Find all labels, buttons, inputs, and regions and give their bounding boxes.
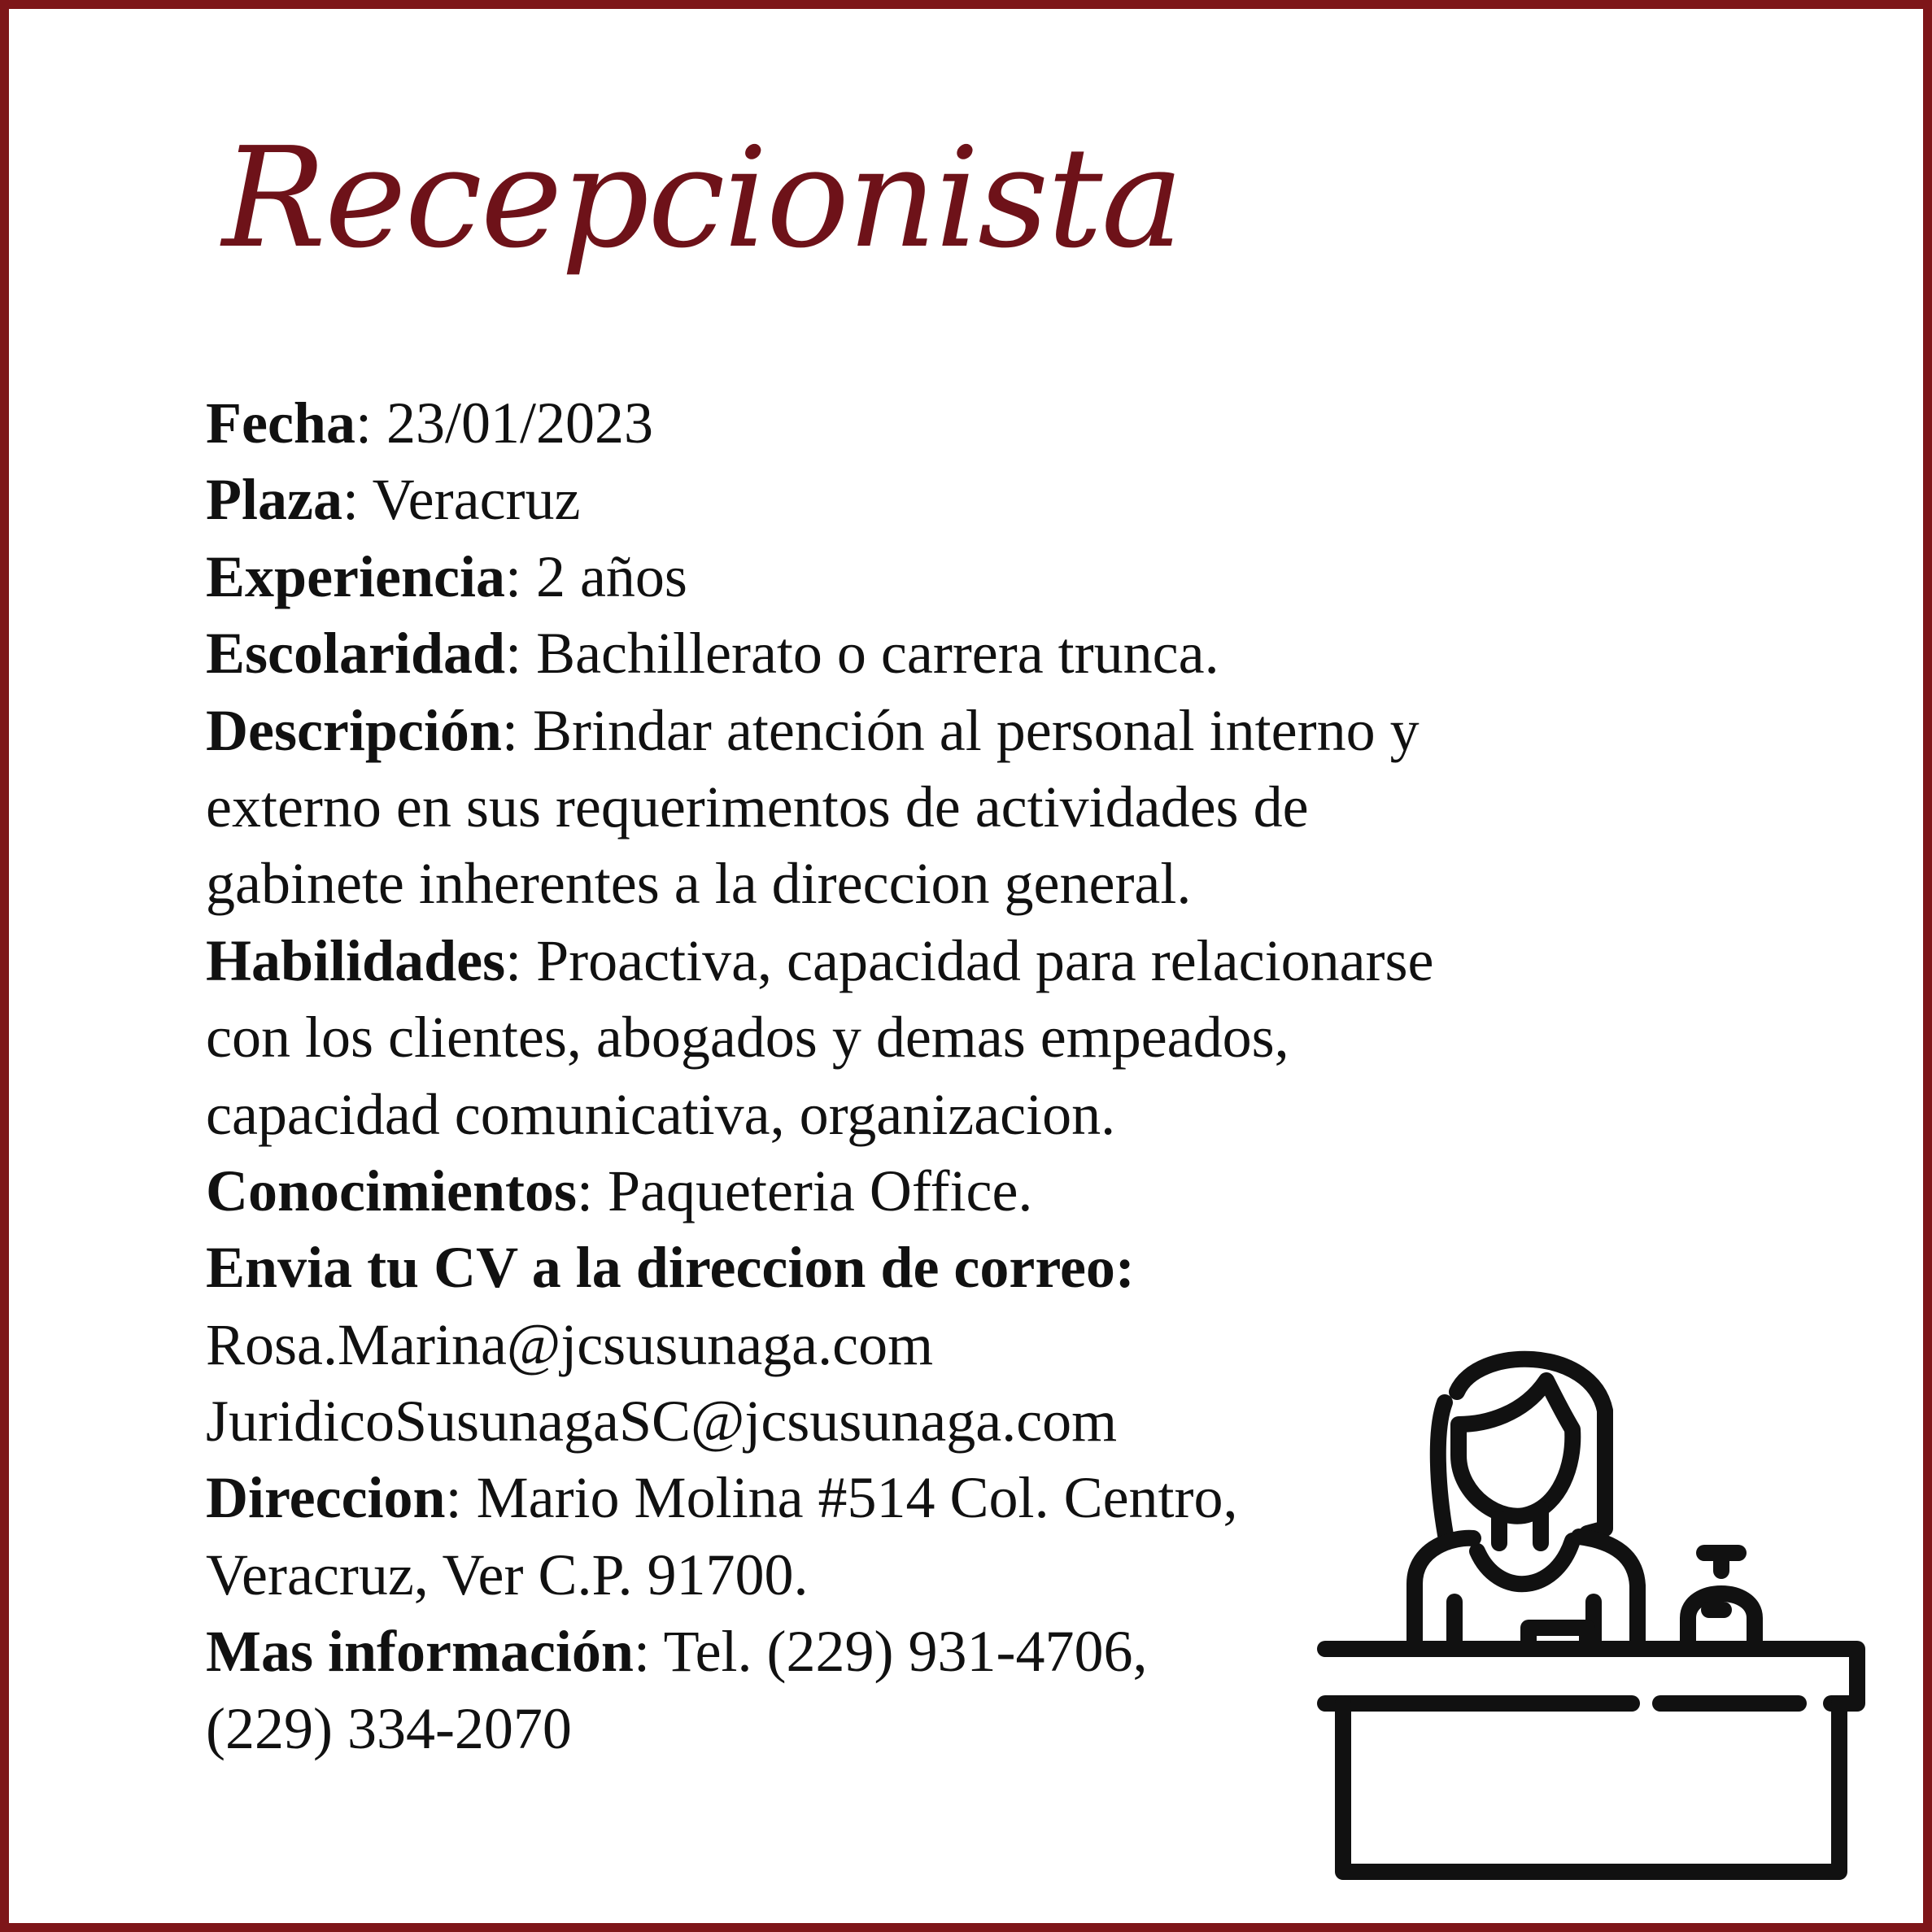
- descripcion-text-line-1: Brindar atención al personal interno y: [532, 697, 1420, 763]
- desk-object: [1529, 1628, 1587, 1641]
- direccion-label: Direccion: [206, 1465, 446, 1531]
- habilidades-label: Habilidades: [206, 927, 506, 993]
- telefono-line-1: Tel. (229) 931-4706,: [663, 1619, 1148, 1685]
- descripcion-label: Descripción: [206, 697, 502, 763]
- conocimientos-value: Paqueteria Office.: [608, 1158, 1033, 1223]
- direccion-row: Direccion: Mario Molina #514 Col. Centro,: [206, 1465, 1238, 1531]
- hair-left-side: [1438, 1402, 1446, 1535]
- direccion-text-line-1: Mario Molina #514 Col. Centro,: [476, 1465, 1238, 1531]
- fecha-label: Fecha: [206, 390, 355, 456]
- habilidades-row: Habilidades: Proactiva, capacidad para relacionarse: [206, 927, 1434, 993]
- fecha-value: 23/01/2023: [386, 390, 653, 456]
- desk-top: [1325, 1649, 1857, 1703]
- plaza-value: Veracruz: [372, 467, 581, 533]
- descripcion-row: Descripción: Brindar atención al personal interno y: [206, 697, 1420, 763]
- conocimientos-row: Conocimientos: Paqueteria Office.: [206, 1158, 1033, 1223]
- mas-informacion-row: Mas información: Tel. (229) 931-4706,: [206, 1619, 1148, 1685]
- escolaridad-value: Bachillerato o carrera trunca.: [536, 621, 1219, 687]
- experiencia-value: 2 años: [535, 543, 687, 609]
- experiencia-label: Experiencia: [206, 543, 505, 609]
- plaza-label: Plaza: [206, 467, 342, 533]
- descripcion-text-line-2: externo en sus requerimentos de actividades de: [206, 774, 1309, 840]
- habilidades-text-line-3: capacidad comunicativa, organizacion.: [206, 1081, 1116, 1147]
- envia-cv-label: Envia tu CV a la direccion de correo:: [206, 1235, 1135, 1301]
- habilidades-text-line-1: Proactiva, capacidad para relacionarse: [536, 927, 1434, 993]
- escolaridad-row: Escolaridad: Bachillerato o carrera trunca.: [206, 621, 1219, 687]
- direccion-text-line-2: Veracruz, Ver C.P. 91700.: [206, 1542, 809, 1607]
- bell-handle: [1704, 1553, 1738, 1571]
- email-juridico: JuridicoSusunagaSC@jcsusunaga.com: [206, 1389, 1118, 1454]
- descripcion-text-line-3: gabinete inherentes a la direccion general.: [206, 851, 1192, 917]
- desk-body: [1343, 1703, 1839, 1872]
- conocimientos-label: Conocimientos: [206, 1158, 577, 1223]
- collar: [1477, 1541, 1572, 1584]
- mas-informacion-label: Mas información: [206, 1619, 634, 1685]
- page-title: Recepcionista: [222, 118, 1182, 279]
- escolaridad-label: Escolaridad: [206, 621, 506, 687]
- telefono-line-2: (229) 334-2070: [206, 1695, 572, 1761]
- face: [1459, 1380, 1572, 1516]
- habilidades-text-line-2: con los clientes, abogados y demas empeados,: [206, 1005, 1289, 1071]
- receptionist-icon: [1311, 1333, 1872, 1895]
- experiencia-row: Experiencia: 2 años: [206, 543, 687, 609]
- fecha-row: Fecha: 23/01/2023: [206, 390, 653, 456]
- plaza-row: Plaza: Veracruz: [206, 467, 581, 533]
- email-rosa-marina: Rosa.Marina@jcsusunaga.com: [206, 1311, 934, 1377]
